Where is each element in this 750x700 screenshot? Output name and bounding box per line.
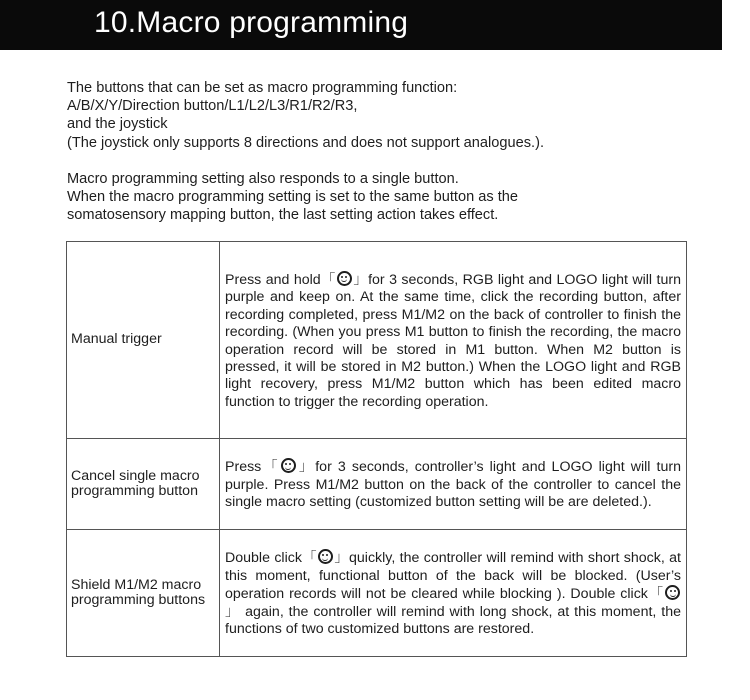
- page-title: 10.Macro programming: [94, 6, 409, 39]
- intro-line: (The joystick only supports 8 directions and does not support analogues.).: [67, 134, 544, 151]
- row-label: Cancel single macro programming button: [67, 439, 220, 530]
- row-label: Manual trigger: [67, 242, 220, 439]
- smiley-button-icon: [337, 271, 352, 286]
- row-description: [220, 439, 687, 530]
- table-row: [67, 242, 687, 439]
- description-text: Press「: [225, 459, 280, 476]
- smiley-button-icon: [318, 549, 333, 564]
- description-text: Double click「: [225, 550, 317, 567]
- intro-line: and the joystick: [67, 116, 168, 133]
- intro-line: The buttons that can be set as macro programming function:: [67, 80, 458, 96]
- description-text: 」 again, the controller will remind with long shock, at this moment, the functions of two customized buttons are restored.: [225, 603, 681, 638]
- intro-text: [67, 79, 707, 224]
- smiley-button-icon: [281, 458, 296, 473]
- row-description: [220, 242, 687, 439]
- table-row: [67, 530, 687, 657]
- description-text: 」for 3 seconds, controller’s light and LOGO light will turn purple. Press M1/M2 button on the back of the controller to cancel the single macro setting (customized button setting will be are deleted.).: [225, 459, 681, 511]
- description-text: 」quickly, the controller will remind with short shock, at this moment, functional button of the back will be blocked. (User’s operation records will not be cleared while blocking ). Double click「: [225, 550, 681, 603]
- description-text: 」for 3 seconds, RGB light and LOGO light will turn purple and keep on. At the same time, click the recording button, after recording completed, press M1/M2 on the back of controller to finish the recording. (When you press M1 button to finish the recording, the macro operation record will be stored in M1 button. When M2 button is pressed, it will be stored in M2 button.) When the LOGO light and RGB light recovery, press M1/M2 button which has been edited macro function to trigger the recording operation.: [225, 271, 681, 410]
- description-text: Press and hold「: [225, 271, 336, 288]
- intro-line: Macro programming setting also responds to a single button.: [67, 170, 459, 187]
- smiley-button-icon: [665, 585, 680, 600]
- intro-line: A/B/X/Y/Direction button/L1/L2/L3/R1/R2/R3,: [67, 98, 358, 115]
- macro-table: [66, 241, 687, 657]
- intro-line: somatosensory mapping button, the last setting action takes effect.: [67, 207, 499, 224]
- header-bar: [0, 0, 750, 50]
- row-description: [220, 530, 687, 657]
- row-label: Shield M1/M2 macro programming buttons: [67, 530, 220, 657]
- intro-line: When the macro programming setting is set to the same button as the: [67, 189, 519, 206]
- table-row: [67, 439, 687, 530]
